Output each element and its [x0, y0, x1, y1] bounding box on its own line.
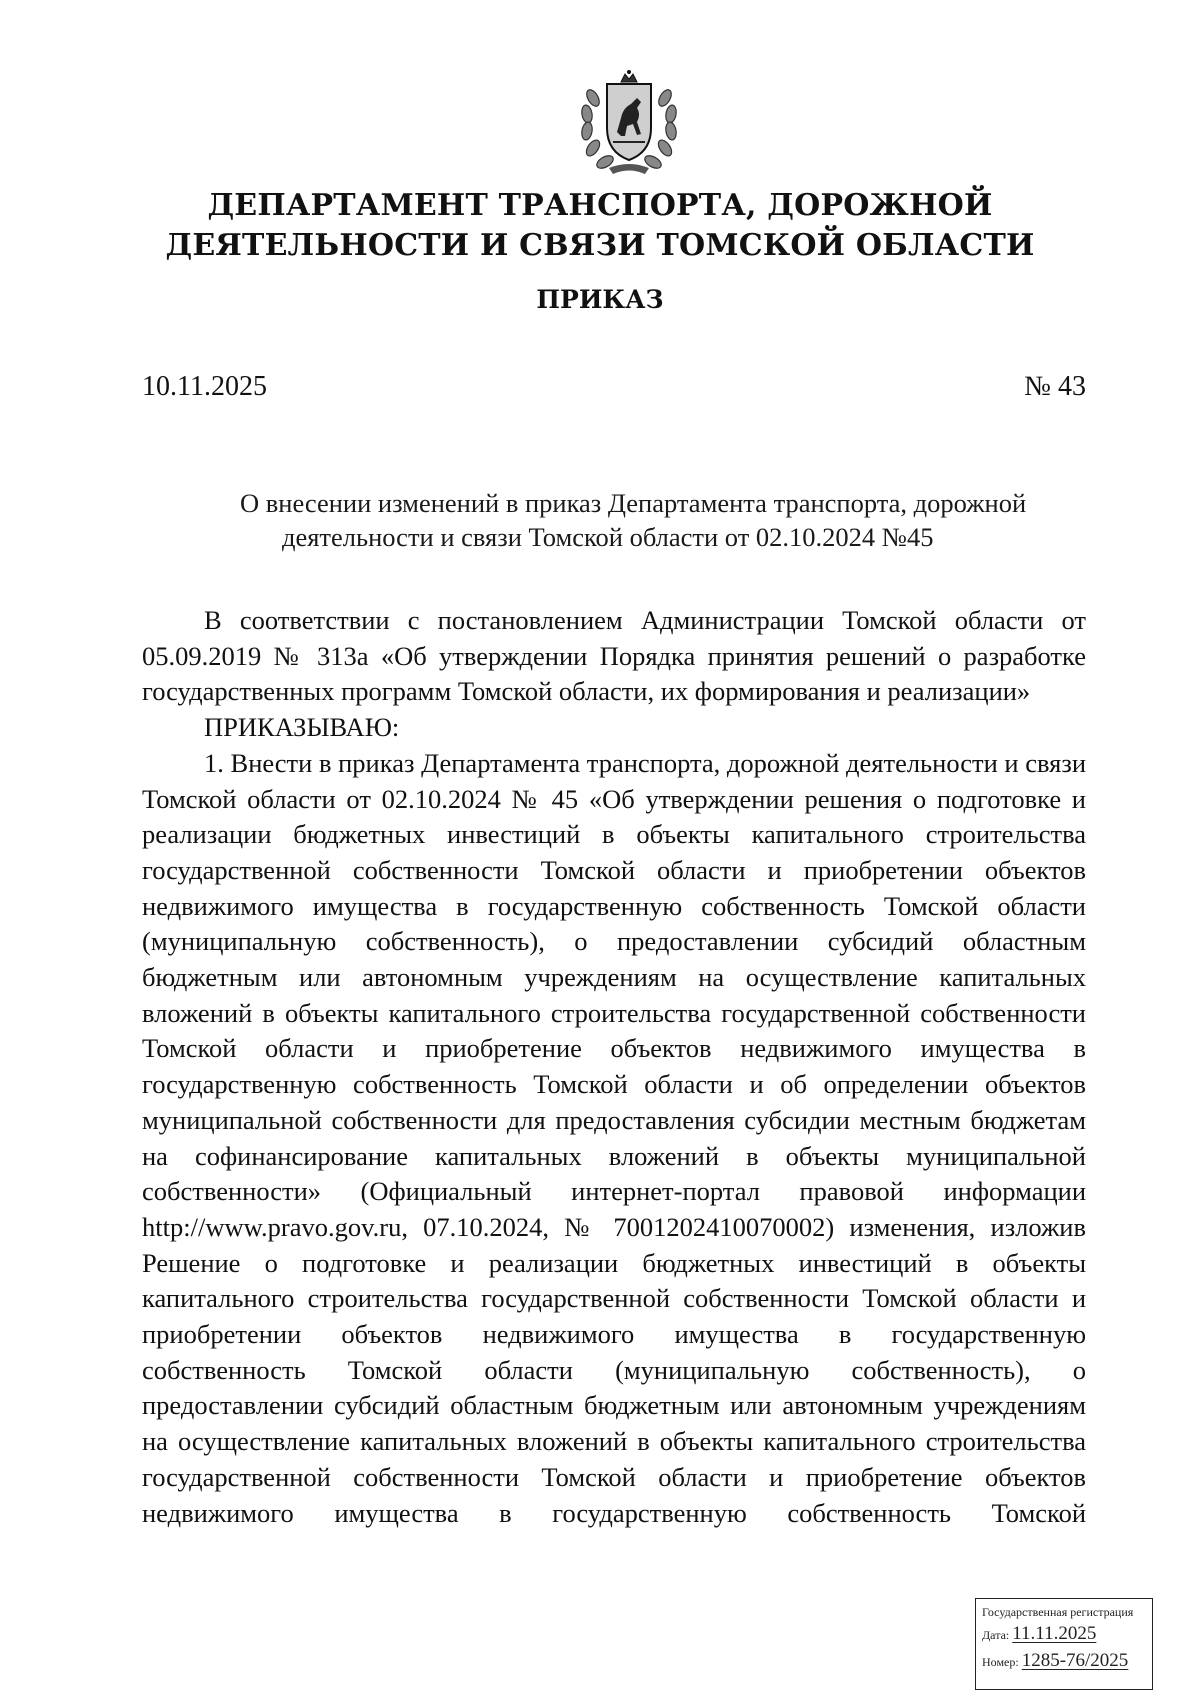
- document-date: 10.11.2025: [142, 371, 267, 402]
- subject-line-2: деятельности и связи Томской области от 02.10.2024 №45: [282, 522, 934, 552]
- order-word: ПРИКАЗЫВАЮ:: [204, 712, 400, 743]
- document-number: № 43: [1024, 371, 1086, 402]
- item-1-paragraph: 1. Внести в приказ Департамента транспорта, дорожной деятельности и связи Томской области от 02.10.2024 № 45 «Об утверждении решения о подготовке и реализации бюджетных инвестиций в объекты капитального строительства государственной собственности Томской области и приобретении объектов недвижимого имущества в государственную собственность Томской области (муниципальную собственность), о предоставлении субсидий областным бюджетным или автономным учреждениям на осуществление капитальных вложений в объекты капитального строительства государственной собственности Томской области и приобретение объектов недвижимого имущества в государственную собственность Томской области и об определении объектов муниципальной собственности для предоставления субсидии местным бюджетам на софинансирование капитальных вложений в объекты муниципальной собственности» (Официальный интернет-портал правовой информации http://www.pravo.gov.ru, 07.10.2024, № 7001202410070002) изменения, изложив Решение о подготовке и реализации бюджетных инвестиций в объекты капитального строительства государственной собственности Томской области и приобретении объектов недвижимого имущества в государственную собственность Томской области (муниципальную собственность), о предоставлении субсидий областным бюджетным или автономным учреждениям на осуществление капитальных вложений в объекты капитального строительства государственной собственности Томской области и приобретение объектов недвижимого имущества в государственную собственность Томской: [142, 747, 1086, 1528]
- document-meta-row: [142, 370, 1086, 404]
- document-type-title: ПРИКАЗ: [536, 285, 664, 314]
- registration-date-row: [982, 1621, 1146, 1648]
- subject-line-1: О внесении изменений в приказ Департамента транспорта, дорожной: [240, 488, 1027, 518]
- registration-date-label: Дата:: [982, 1628, 1010, 1642]
- department-title: ДЕПАРТАМЕНТ ТРАНСПОРТА, ДОРОЖНОЙ ДЕЯТЕЛЬНОСТИ И СВЯЗИ ТОМСКОЙ ОБЛАСТИ: [165, 188, 1035, 263]
- document-body: [142, 603, 1086, 1531]
- registration-number-row: [982, 1648, 1146, 1675]
- registration-number-label: Номер:: [982, 1655, 1019, 1669]
- registration-date-value: 11.11.2025: [1012, 1623, 1097, 1644]
- document-subject: [200, 486, 1090, 554]
- registration-caption: Государственная регистрация: [982, 1605, 1134, 1619]
- preamble-paragraph: В соответствии с постановлением Администрации Томской области от 05.09.2019 № 313а «Об утверждении Порядка принятия решений о разработке государственных программ Томской области, их формирования и реализации»: [142, 605, 1086, 707]
- registration-number-value: 1285-76/2025: [1021, 1650, 1129, 1671]
- coat-of-arms-emblem: [571, 68, 687, 176]
- registration-stamp: [975, 1598, 1153, 1690]
